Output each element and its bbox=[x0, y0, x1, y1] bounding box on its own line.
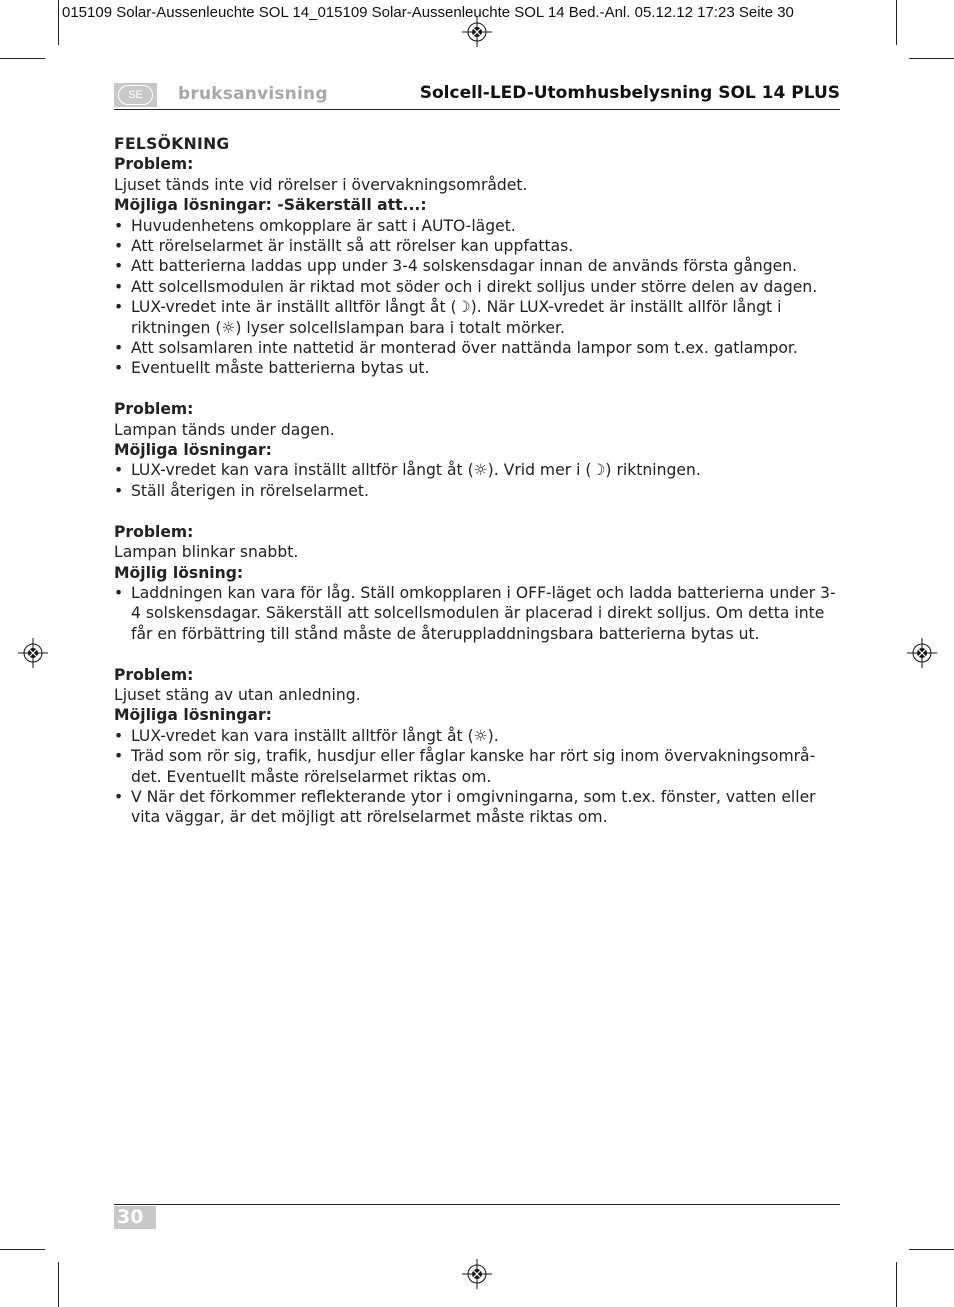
list-item: • Att rörelselarmet är inställt så att rörelser kan uppfattas. bbox=[114, 236, 844, 256]
list-item: • Att batterierna laddas upp under 3-4 solskensdagar innan de används första gången. bbox=[114, 256, 844, 276]
list-item: • LUX-vredet kan vara inställt alltför långt åt (☼). bbox=[114, 726, 844, 746]
registration-mark-icon bbox=[462, 1259, 492, 1289]
problem-label: Problem: bbox=[114, 665, 194, 684]
page-header bbox=[114, 81, 840, 110]
registration-mark-icon bbox=[18, 638, 48, 668]
problem-label: Problem: bbox=[114, 155, 194, 174]
spacer bbox=[114, 379, 844, 399]
problem-block bbox=[114, 522, 844, 644]
footer-rule bbox=[114, 1204, 840, 1205]
list-item: • Att solsamlaren inte nattetid är monterad över nattända lampor som t.ex. gatlampor. bbox=[114, 338, 844, 358]
troubleshooting-section bbox=[114, 134, 844, 828]
problem-text: Lampan blinkar snabbt. bbox=[114, 543, 299, 562]
problem-text: Ljuset tänds inte vid rörelser i övervakningsområdet. bbox=[114, 175, 528, 194]
solutions-list bbox=[114, 726, 844, 828]
language-badge bbox=[114, 83, 157, 107]
spacer bbox=[114, 644, 844, 664]
document-title: Solcell-LED-Utomhusbelysning SOL 14 PLUS bbox=[419, 83, 840, 103]
solutions-label: Möjliga lösningar: bbox=[114, 441, 272, 460]
list-item: • LUX-vredet inte är inställt alltför långt åt (☽). När LUX-vredet är inställt allför långt i riktningen (☼) lyser solcellslampan bara i totalt mörker. bbox=[114, 297, 844, 338]
problem-block bbox=[114, 154, 844, 378]
crop-mark-top-left-horizontal bbox=[0, 58, 45, 59]
problem-block bbox=[114, 665, 844, 828]
language-code: SE bbox=[118, 85, 153, 105]
list-item: • Huvudenhetens omkopplare är satt i AUTO-läget. bbox=[114, 216, 844, 236]
list-item: • Eventuellt måste batterierna bytas ut. bbox=[114, 358, 844, 378]
crop-mark-top-right-vertical bbox=[896, 0, 897, 45]
list-item: • Att solcellsmodulen är riktad mot söder och i direkt solljus under större delen av dagen. bbox=[114, 277, 844, 297]
page-number: 30 bbox=[117, 1206, 144, 1228]
problem-text: Ljuset stäng av utan anledning. bbox=[114, 685, 361, 704]
problem-label: Problem: bbox=[114, 522, 194, 541]
crop-mark-bottom-right-horizontal bbox=[909, 1249, 954, 1250]
solutions-label: Möjlig lösning: bbox=[114, 563, 244, 582]
list-item: • LUX-vredet kan vara inställt alltför långt åt (☼). Vrid mer i (☽) riktningen. bbox=[114, 460, 844, 480]
problem-label: Problem: bbox=[114, 400, 194, 419]
registration-mark-icon bbox=[462, 17, 492, 47]
solutions-list bbox=[114, 460, 844, 501]
crop-mark-bottom-left-horizontal bbox=[0, 1249, 45, 1250]
list-item: • Ställ återigen in rörelselarmet. bbox=[114, 481, 844, 501]
crop-mark-bottom-left-vertical bbox=[58, 1262, 59, 1307]
spacer bbox=[114, 501, 844, 521]
problem-block bbox=[114, 399, 844, 501]
crop-mark-bottom-right-vertical bbox=[896, 1262, 897, 1307]
solutions-label: Möjliga lösningar: -Säkerställ att...: bbox=[114, 196, 427, 215]
list-item: • V När det förkommer reflekterande ytor i omgivningarna, som t.ex. fönster, vatten eller vita väggar, är det möjligt att rörelselarmet måste riktas om. bbox=[114, 787, 844, 828]
list-item: • Laddningen kan vara för låg. Ställ omkopplaren i OFF-läget och ladda batterierna under 3-4 solskensdagar. Säkerställ att solcellsmodulen är placerad i direkt solljus. Om detta inte får en förbättring till stånd måste de återuppladdningsbara batterierna bytas ut. bbox=[114, 583, 844, 644]
section-word: bruksanvisning bbox=[178, 84, 328, 104]
print-slug: 015109 Solar-Aussenleuchte SOL 14_015109 Solar-Aussenleuchte SOL 14 Bed.-Anl. 05.12.12 17:23 Seite 30 bbox=[62, 4, 794, 21]
solutions-label: Möjliga lösningar: bbox=[114, 706, 272, 725]
crop-mark-top-left-vertical bbox=[58, 0, 59, 45]
registration-mark-icon bbox=[907, 638, 937, 668]
list-item: • Träd som rör sig, trafik, husdjur eller fåglar kanske har rört sig inom övervakningsområ-det. Eventuellt måste rörelselarmet riktas om. bbox=[114, 746, 844, 787]
solutions-list bbox=[114, 583, 844, 644]
page-number-badge bbox=[114, 1206, 156, 1229]
solutions-list bbox=[114, 216, 844, 379]
crop-mark-top-right-horizontal bbox=[909, 58, 954, 59]
section-heading: FELSÖKNING bbox=[114, 135, 230, 153]
problem-text: Lampan tänds under dagen. bbox=[114, 420, 335, 439]
